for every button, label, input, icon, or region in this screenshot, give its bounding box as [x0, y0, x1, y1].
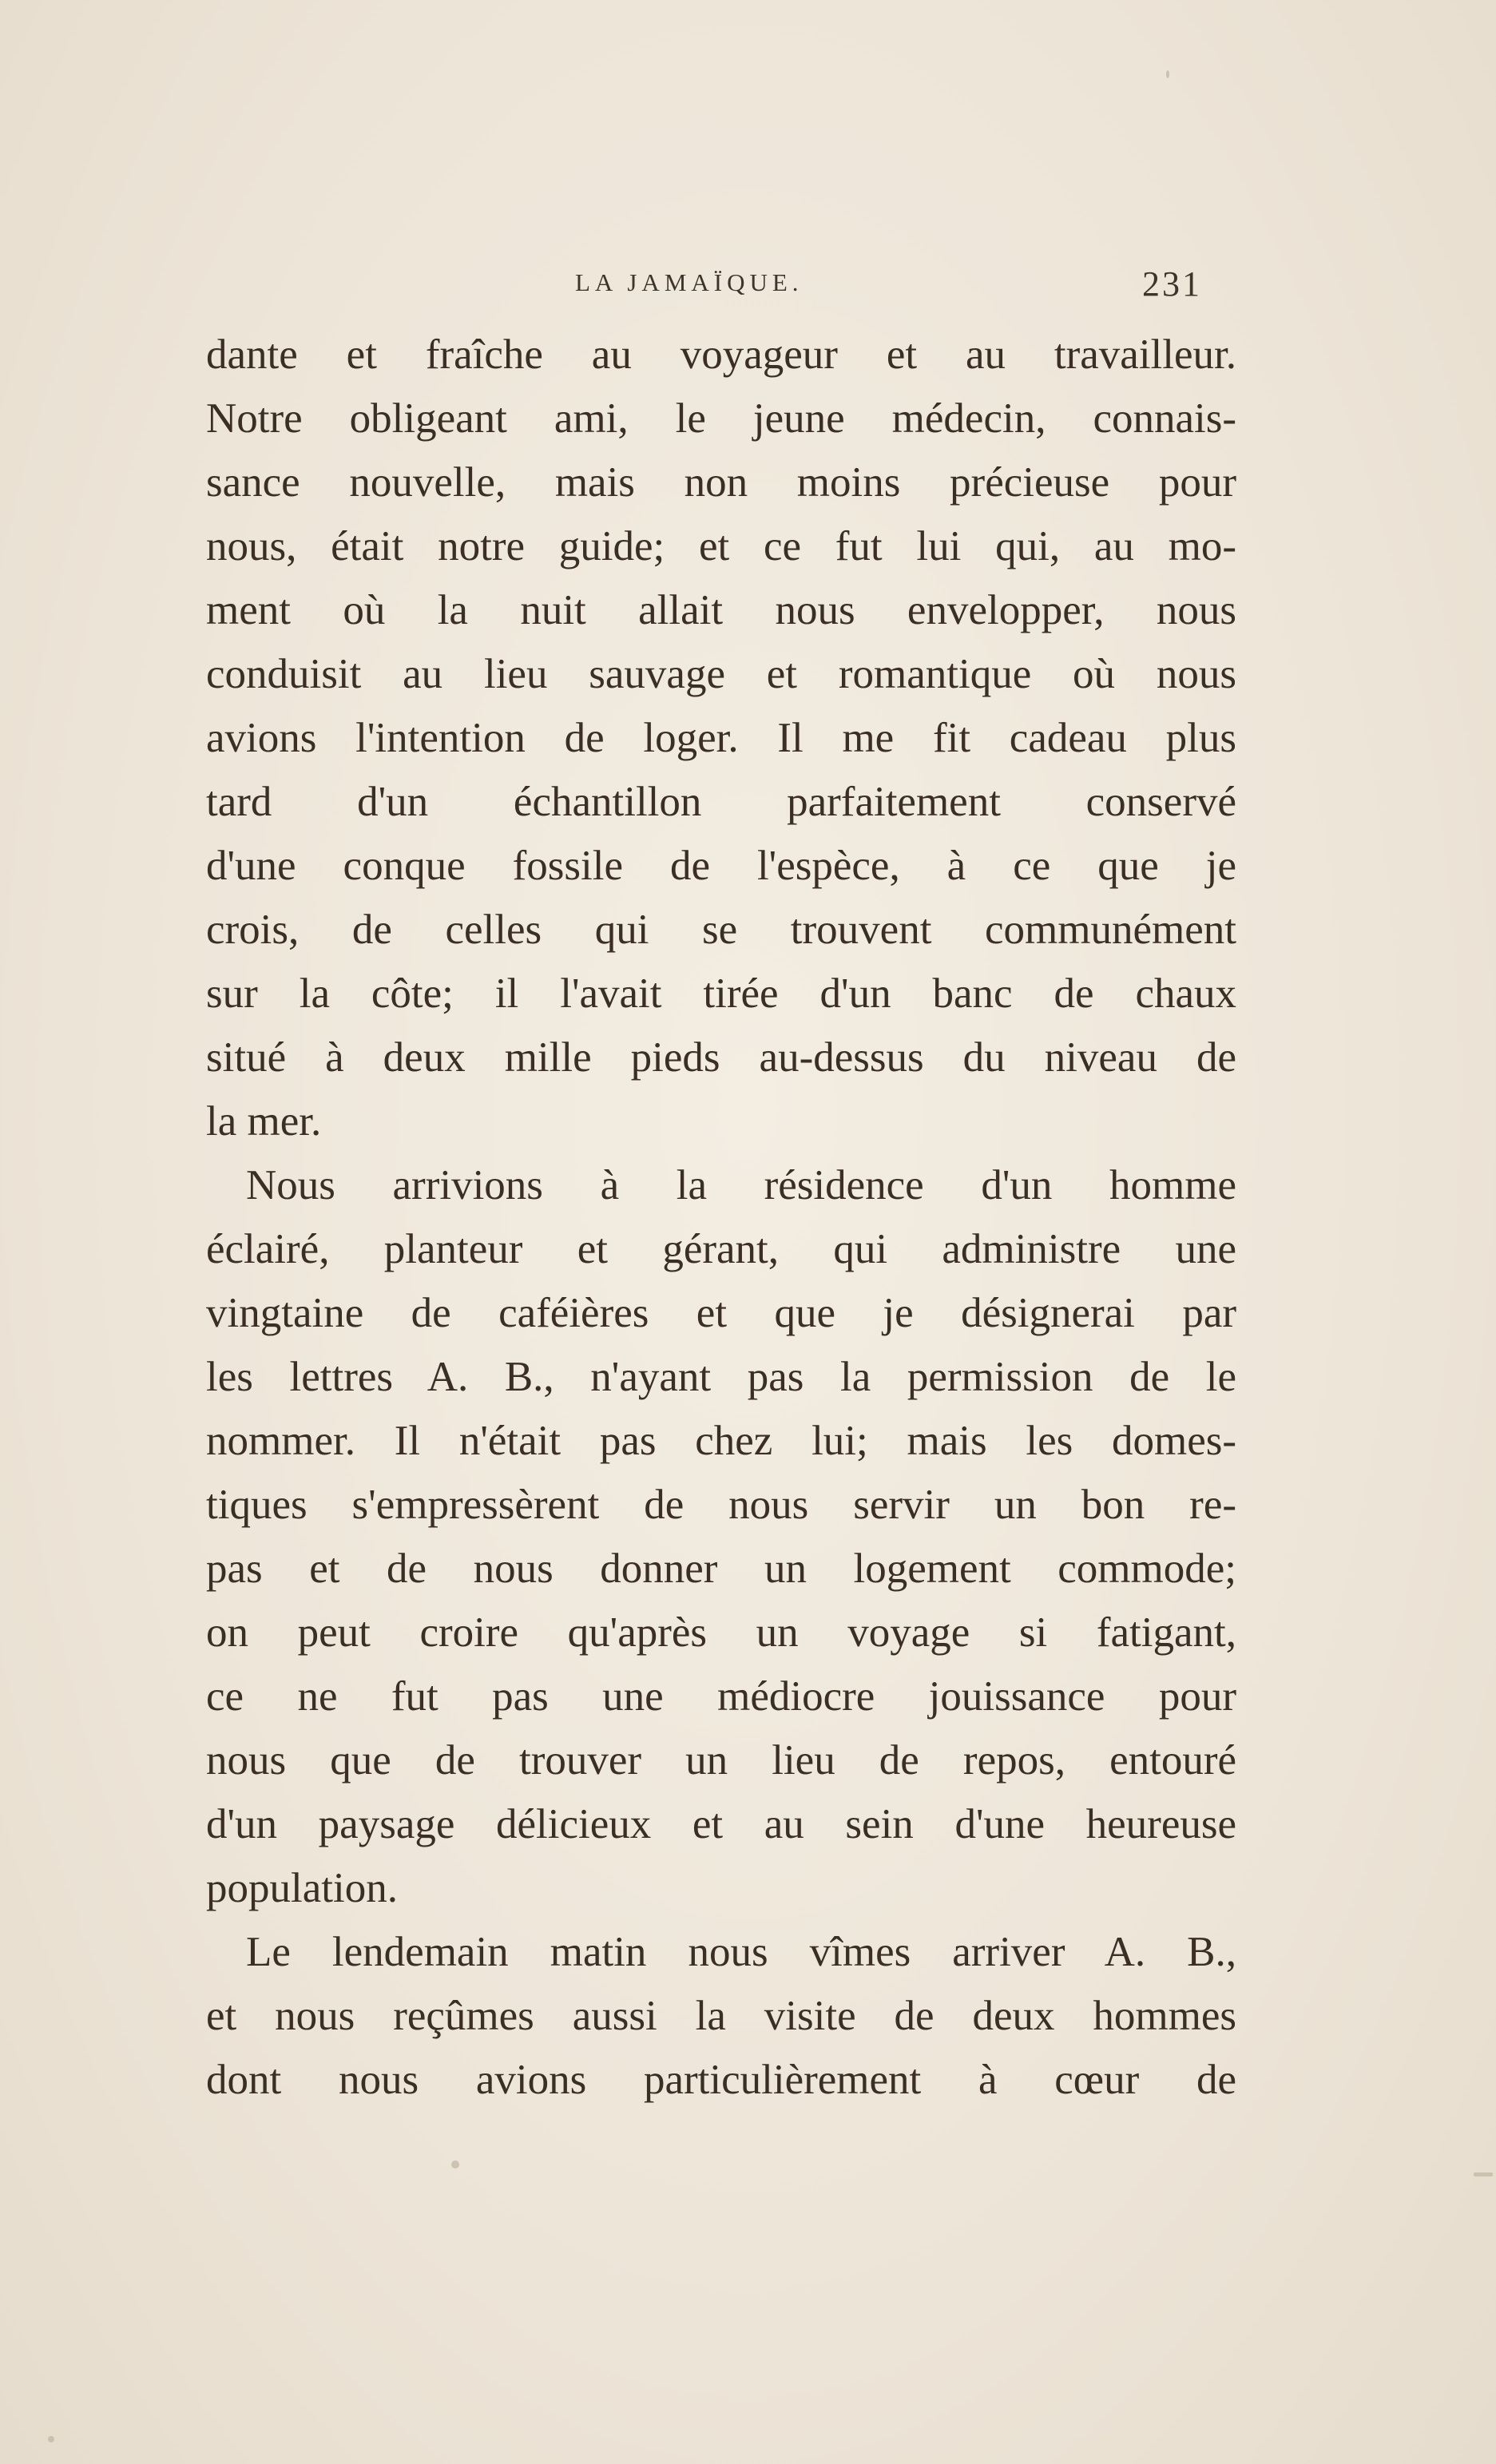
text-line: population. — [206, 1865, 398, 1911]
text-line: et nous reçûmes aussi la visite de deux hommes — [206, 1993, 1236, 2039]
paper-speck — [1474, 2172, 1493, 2176]
text-line: crois, de celles qui se trouvent communément — [206, 907, 1236, 953]
text-line: dante et fraîche au voyageur et au travailleur. — [206, 331, 1236, 378]
text-line: d'une conque fossile de l'espèce, à ce que je — [206, 843, 1236, 889]
text-line: d'un paysage délicieux et au sein d'une heureuse — [206, 1801, 1236, 1847]
paper-speck — [48, 2436, 54, 2442]
text-line: nommer. Il n'était pas chez lui; mais les domes- — [206, 1418, 1236, 1464]
text-line: tard d'un échantillon parfaitement conservé — [206, 779, 1236, 825]
text-line: les lettres A. B., n'ayant pas la permission de le — [206, 1354, 1236, 1400]
text-line: Nous arrivions à la résidence d'un homme — [246, 1162, 1236, 1208]
page-number: 231 — [1142, 264, 1202, 304]
text-line: nous que de trouver un lieu de repos, entouré — [206, 1737, 1236, 1784]
text-line: avions l'intention de loger. Il me fit cadeau plus — [206, 715, 1236, 761]
text-line: vingtaine de caféières et que je désignerai par — [206, 1290, 1236, 1336]
text-line: conduisit au lieu sauvage et romantique où nous — [206, 651, 1236, 697]
text-line: on peut croire qu'après un voyage si fatigant, — [206, 1609, 1236, 1656]
text-line: pas et de nous donner un logement commode; — [206, 1545, 1236, 1592]
text-line: dont nous avions particulièrement à cœur de — [206, 2057, 1236, 2103]
text-line: situé à deux mille pieds au-dessus du niveau de — [206, 1034, 1236, 1081]
paper-speck — [1166, 70, 1169, 78]
text-line: la mer. — [206, 1098, 322, 1145]
paper-speck — [451, 2160, 459, 2168]
text-line: tiques s'empressèrent de nous servir un bon re- — [206, 1482, 1236, 1528]
text-line: nous, était notre guide; et ce fut lui qui, au mo- — [206, 523, 1236, 569]
text-line: ce ne fut pas une médiocre jouissance pour — [206, 1673, 1236, 1720]
text-line: Notre obligeant ami, le jeune médecin, connais- — [206, 395, 1236, 442]
text-line: sur la côte; il l'avait tirée d'un banc de chaux — [206, 970, 1236, 1017]
text-line: éclairé, planteur et gérant, qui administre une — [206, 1226, 1236, 1272]
body-text — [206, 323, 1236, 2112]
text-line: Le lendemain matin nous vîmes arriver A. B., — [246, 1929, 1236, 1975]
text-line: ment où la nuit allait nous envelopper, nous — [206, 587, 1236, 633]
text-line: sance nouvelle, mais non moins précieuse pour — [206, 459, 1236, 506]
running-title: LA JAMAÏQUE. — [575, 268, 804, 296]
